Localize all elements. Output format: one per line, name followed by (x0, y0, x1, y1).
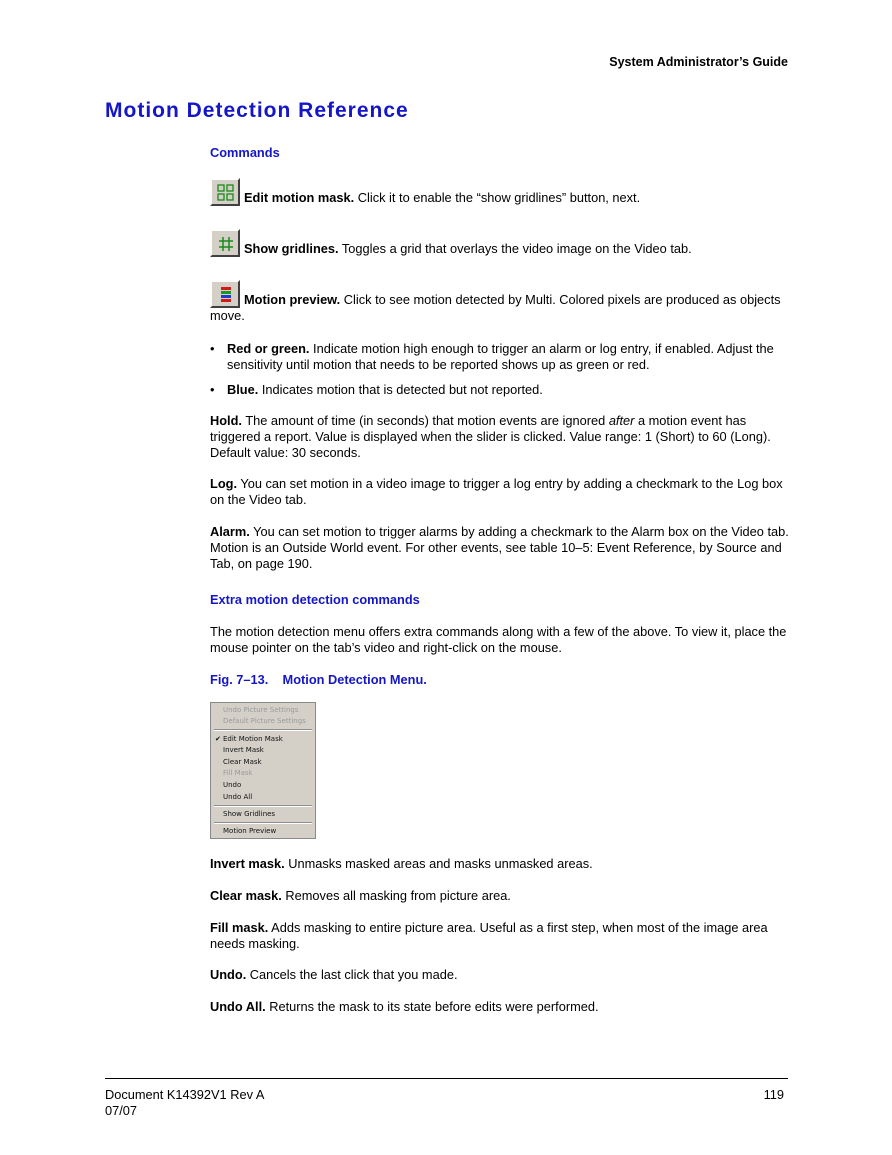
command-motion-preview (210, 280, 790, 324)
footer-document: Document K14392V1 Rev A (105, 1087, 265, 1102)
menu-item-edit-motion-mask[interactable]: Edit Motion Mask (223, 735, 283, 743)
command-edit-motion-mask (210, 178, 790, 206)
edit-mask-icon[interactable] (210, 178, 240, 206)
bullet-term: Red or green. (227, 341, 310, 356)
extra-intro: The motion detection menu offers extra commands along with a few of the above. To view it, place the mouse pointer on the tab’s video and right-click on the mouse. (210, 624, 787, 655)
command-name: Edit motion mask. (244, 190, 355, 205)
bullet-term: Blue. (227, 382, 259, 397)
definition-invert-mask (210, 856, 790, 872)
log-paragraph (210, 476, 790, 508)
definition-term: Invert mask. (210, 856, 285, 871)
figure-caption: Fig. 7–13. Motion Detection Menu. (210, 672, 427, 687)
definition-text: Unmasks masked areas and masks unmasked areas. (284, 856, 593, 871)
definition-text: Removes all masking from picture area. (281, 888, 511, 903)
menu-item-clear-mask[interactable]: Clear Mask (223, 758, 262, 766)
definition-undo (210, 967, 790, 983)
log-text: You can set motion in a video image to trigger a log entry by adding a checkmark to the Log box on the Video tab. (210, 476, 783, 507)
footer-date: 07/07 (105, 1103, 138, 1118)
definition-term: Undo All. (210, 999, 266, 1014)
hold-emphasis: after (608, 413, 635, 428)
alarm-text: You can set motion to trigger alarms by adding a checkmark to the Alarm box on the Video tab. Motion is an Outside World event. For other events, see table 10–5: Event Reference, by Source and Tab, on page 190. (210, 524, 789, 571)
menu-separator (214, 822, 312, 824)
menu-item-fill-mask[interactable]: Fill Mask (223, 769, 253, 777)
hold-paragraph (210, 413, 790, 461)
commands-heading: Commands (210, 145, 280, 160)
color-bullets (210, 341, 790, 407)
command-description: Toggles a grid that overlays the video image on the Video tab. (338, 241, 692, 256)
menu-item-motion-preview[interactable]: Motion Preview (223, 827, 277, 835)
list-item (210, 341, 790, 373)
menu-separator (214, 805, 312, 807)
menu-item-undo-all[interactable]: Undo All (223, 793, 253, 801)
definition-term: Fill mask. (210, 920, 269, 935)
definition-undo-all (210, 999, 790, 1015)
definition-text: Adds masking to entire picture area. Useful as a first step, when most of the image area needs masking. (210, 920, 768, 951)
gridlines-icon[interactable] (210, 229, 240, 257)
bullet-text: Indicate motion high enough to trigger an alarm or log entry, if enabled. Adjust the sensitivity until motion that needs to be reported shows up as green or red. (227, 341, 774, 372)
footer-rule (105, 1078, 788, 1079)
section-title: Motion Detection Reference (105, 99, 409, 122)
menu-item-undo-picture-settings[interactable]: Undo Picture Settings (223, 706, 299, 714)
alarm-paragraph (210, 524, 790, 572)
page-number: 119 (763, 1087, 784, 1102)
motion-detection-menu (210, 702, 316, 839)
definition-fill-mask (210, 920, 790, 952)
checkmark-icon: ✔ (215, 735, 221, 743)
extra-commands-heading: Extra motion detection commands (210, 592, 420, 607)
running-header: System Administrator’s Guide (609, 55, 788, 69)
command-show-gridlines (210, 229, 790, 257)
bullet-text: Indicates motion that is detected but not reported. (258, 382, 543, 397)
list-item (210, 382, 790, 398)
menu-item-default-picture-settings[interactable]: Default Picture Settings (223, 717, 306, 725)
command-name: Motion preview. (244, 292, 341, 307)
hold-text-continued: a motion event has triggered a report. Value is displayed when the slider is clicked. Value range: 1 (Short) to 60 (Long). Default value: 30 seconds. (210, 413, 771, 460)
hold-term: Hold. (210, 413, 242, 428)
menu-item-undo[interactable]: Undo (223, 781, 242, 789)
definition-text: Returns the mask to its state before edits were performed. (265, 999, 599, 1014)
menu-separator (214, 729, 312, 731)
log-term: Log. (210, 476, 238, 491)
definition-text: Cancels the last click that you made. (246, 967, 458, 982)
command-name: Show gridlines. (244, 241, 339, 256)
command-description: Click to see motion detected by Multi. Colored pixels are produced as objects move. (210, 292, 781, 323)
definition-term: Undo. (210, 967, 247, 982)
menu-item-invert-mask[interactable]: Invert Mask (223, 746, 264, 754)
hold-text: The amount of time (in seconds) that motion events are ignored (242, 413, 609, 428)
definition-clear-mask (210, 888, 790, 904)
alarm-term: Alarm. (210, 524, 250, 539)
definition-term: Clear mask. (210, 888, 282, 903)
command-description: Click it to enable the “show gridlines” button, next. (354, 190, 641, 205)
motion-preview-icon[interactable] (210, 280, 240, 308)
menu-item-show-gridlines[interactable]: Show Gridlines (223, 810, 276, 818)
